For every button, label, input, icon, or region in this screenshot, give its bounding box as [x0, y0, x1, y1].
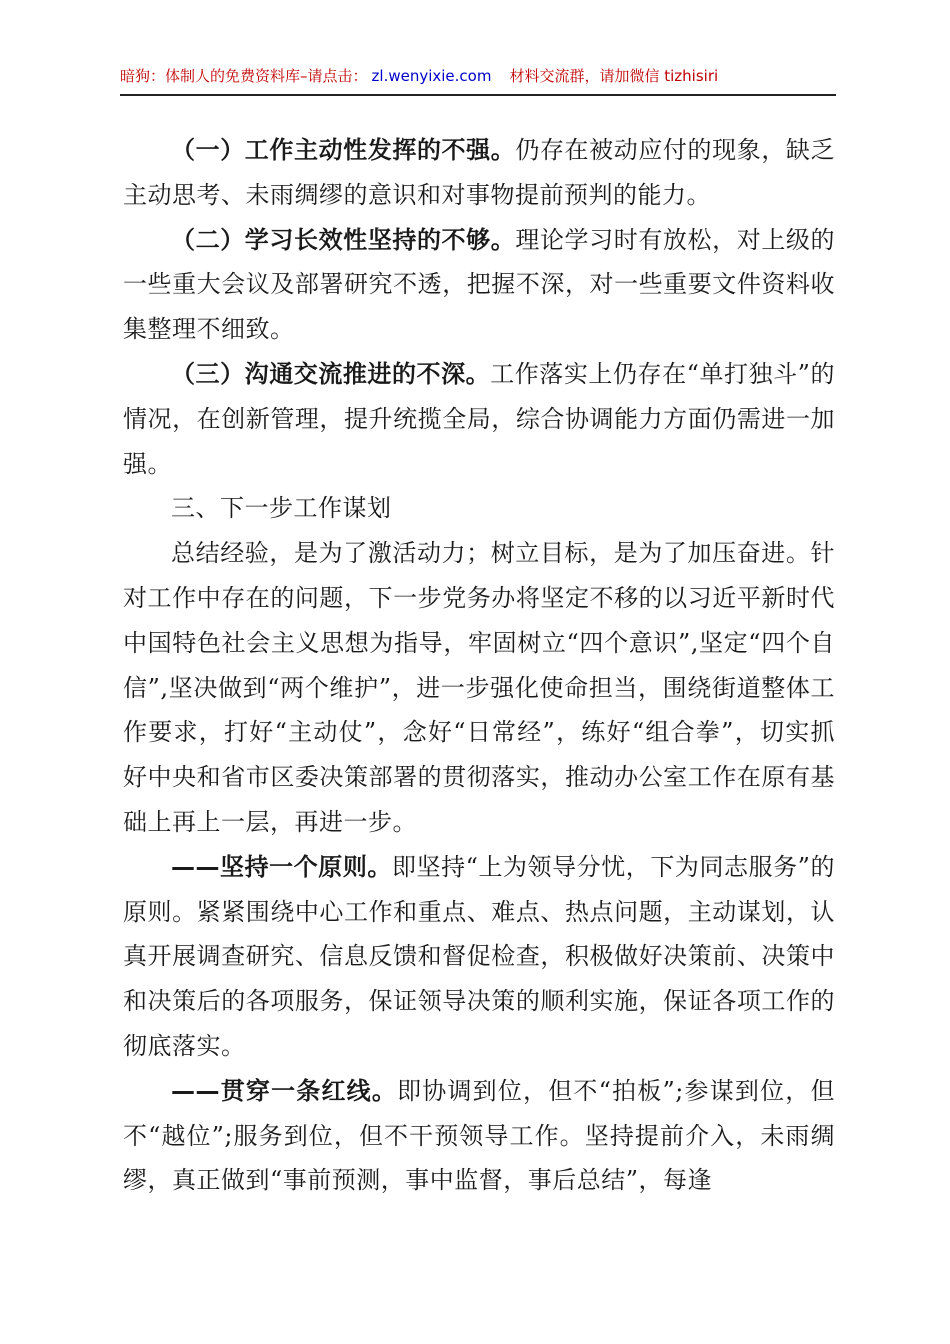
paragraph-text: 工作落实上仍存在“单打独斗”的情况，在创新管理，提升统揽全局，综合协调能力方面仍需进一加强。 — [123, 359, 835, 478]
header-prompt: –请点击： — [300, 67, 368, 85]
paragraph-problem-2 — [123, 218, 835, 352]
paragraph-text: 仍存在被动应付的现象，缺乏主动思考、未雨绸缪的意识和对事物提前预判的能力。 — [123, 136, 836, 209]
paragraph-lead: （二）学习长效性坚持的不够。 — [171, 225, 516, 254]
header-link[interactable]: zl.wenyixie.com — [371, 67, 492, 85]
header-brand: 暗狗：体制人的免费资料库 — [120, 67, 301, 85]
header-note: 材料交流群，请加微信 tizhisiri — [509, 67, 719, 85]
paragraph-lead: （一）工作主动性发挥的不强。 — [171, 136, 516, 164]
intro-paragraph: 总结经验，是为了激活动力；树立目标，是为了加压奋进。针对工作中存在的问题，下一步党务办将坚定不移的以习近平新时代中国特色社会主义思想为指导，牢固树立“四个意识”,坚定“四个自信”,坚决做到“两个维护”，进一步强化使命担当，围绕街道整体工作要求，打好“主动仗”，念好“日常经”，练好“组合拳”，切实抓好中央和省市区委决策部署的贯彻落实，推动办公室工作在原有基础上再上一层，再进一步。 — [123, 539, 835, 836]
document-body — [123, 128, 835, 1203]
page-header — [120, 58, 836, 96]
paragraph-lead: ——贯穿一条红线。 — [171, 1076, 398, 1105]
section-heading: 三、下一步工作谋划 — [171, 494, 392, 523]
paragraph-text: 理论学习时有放松，对上级的一些重大会议及部署研究不透，把握不深，对一些重要文件资料收集整理不细致。 — [123, 225, 836, 344]
paragraph-problem-3 — [123, 352, 835, 486]
paragraph-principle-1 — [123, 845, 835, 1069]
paragraph-lead: （三）沟通交流推进的不深。 — [171, 359, 491, 388]
paragraph-principle-2 — [123, 1069, 835, 1203]
paragraph-lead: ——坚持一个原则。 — [171, 852, 392, 881]
paragraph-text: 即协调到位，但不“拍板”;参谋到位，但不“越位”;服务到位，但不干预领导工作。坚持提前介入，未雨绸缪，真正做到“事前预测，事中监督，事后总结”，每逢 — [123, 1076, 836, 1195]
paragraph-problem-1 — [123, 128, 835, 218]
paragraph-text: 即坚持“上为领导分忧，下为同志服务”的原则。紧紧围绕中心工作和重点、难点、热点问题，主动谋划，认真开展调查研究、信息反馈和督促检查，积极做好决策前、决策中和决策后的各项服务，保证领导决策的顺利实施，保证各项工作的彻底落实。 — [123, 852, 835, 1060]
